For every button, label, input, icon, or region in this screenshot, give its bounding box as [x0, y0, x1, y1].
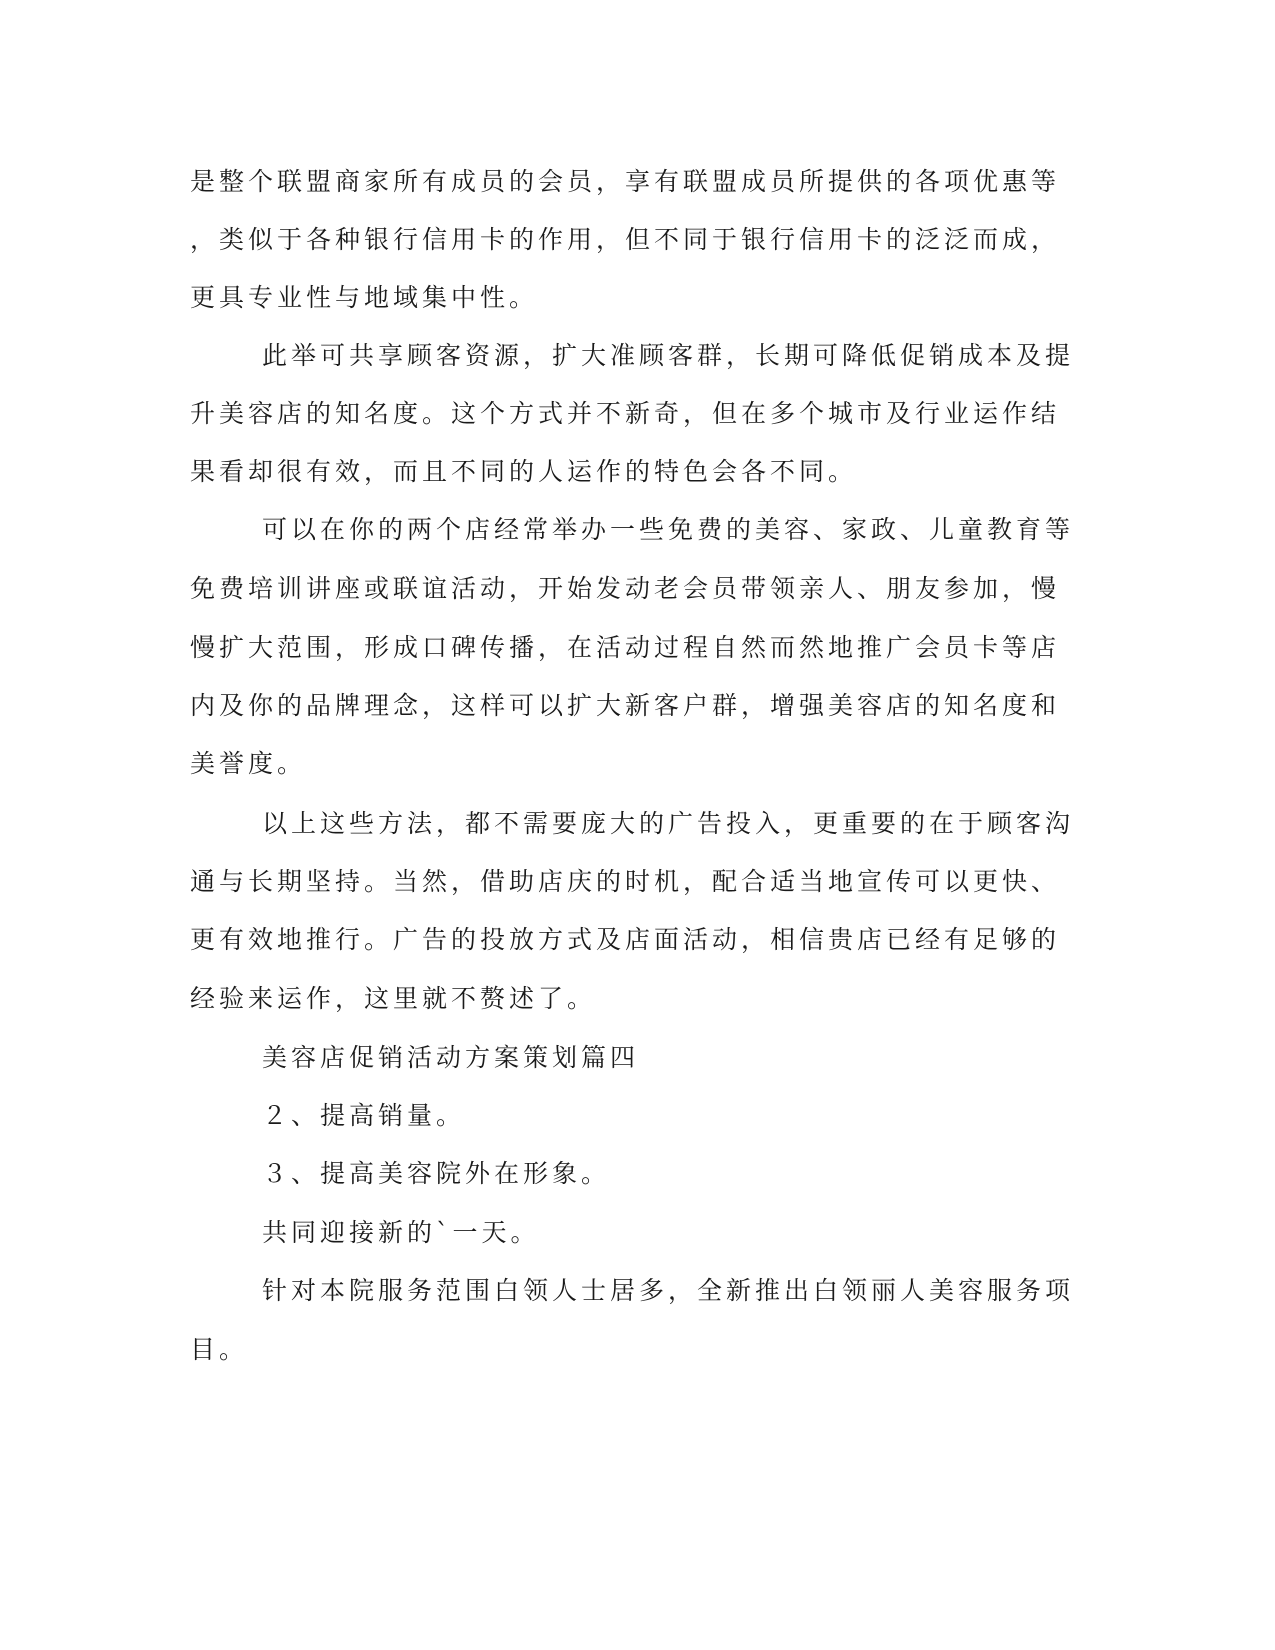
list-item: ３、提高美容院外在形象。 — [262, 1159, 611, 1188]
paragraph-line: 是整个联盟商家所有成员的会员，享有联盟成员所提供的各项优惠等 — [190, 167, 1061, 196]
paragraph-line: 以上这些方法，都不需要庞大的广告投入，更重要的在于顾客沟 — [262, 809, 1075, 838]
paragraph-line: 美誉度。 — [190, 749, 307, 778]
paragraph-line: 共同迎接新的`一天。 — [262, 1218, 540, 1247]
paragraph-line: 免费培训讲座或联谊活动，开始发动老会员带领亲人、朋友参加，慢 — [190, 574, 1061, 603]
paragraph-line: 目。 — [190, 1335, 249, 1364]
list-item: ２、提高销量。 — [262, 1101, 466, 1130]
section-heading: 美容店促销活动方案策划篇四 — [262, 1043, 640, 1072]
paragraph-line: 可以在你的两个店经常举办一些免费的美容、家政、儿童教育等 — [262, 515, 1075, 544]
paragraph-line: 此举可共享顾客资源，扩大准顾客群，长期可降低促销成本及提 — [262, 341, 1075, 370]
paragraph-line: 针对本院服务范围白领人士居多，全新推出白领丽人美容服务项 — [262, 1276, 1075, 1305]
paragraph-line: 内及你的品牌理念，这样可以扩大新客户群，增强美容店的知名度和 — [190, 691, 1061, 720]
paragraph-line: 更具专业性与地域集中性。 — [190, 283, 539, 312]
paragraph-line: ，类似于各种银行信用卡的作用，但不同于银行信用卡的泛泛而成， — [190, 225, 1061, 254]
paragraph-line: 升美容店的知名度。这个方式并不新奇，但在多个城市及行业运作结 — [190, 399, 1061, 428]
paragraph-line: 果看却很有效，而且不同的人运作的特色会各不同。 — [190, 457, 858, 486]
paragraph-line: 慢扩大范围，形成口碑传播，在活动过程自然而然地推广会员卡等店 — [190, 633, 1061, 662]
paragraph-line: 更有效地推行。广告的投放方式及店面活动，相信贵店已经有足够的 — [190, 925, 1061, 954]
paragraph-line: 经验来运作，这里就不赘述了。 — [190, 984, 597, 1013]
paragraph-line: 通与长期坚持。当然，借助店庆的时机，配合适当地宣传可以更快、 — [190, 867, 1061, 896]
